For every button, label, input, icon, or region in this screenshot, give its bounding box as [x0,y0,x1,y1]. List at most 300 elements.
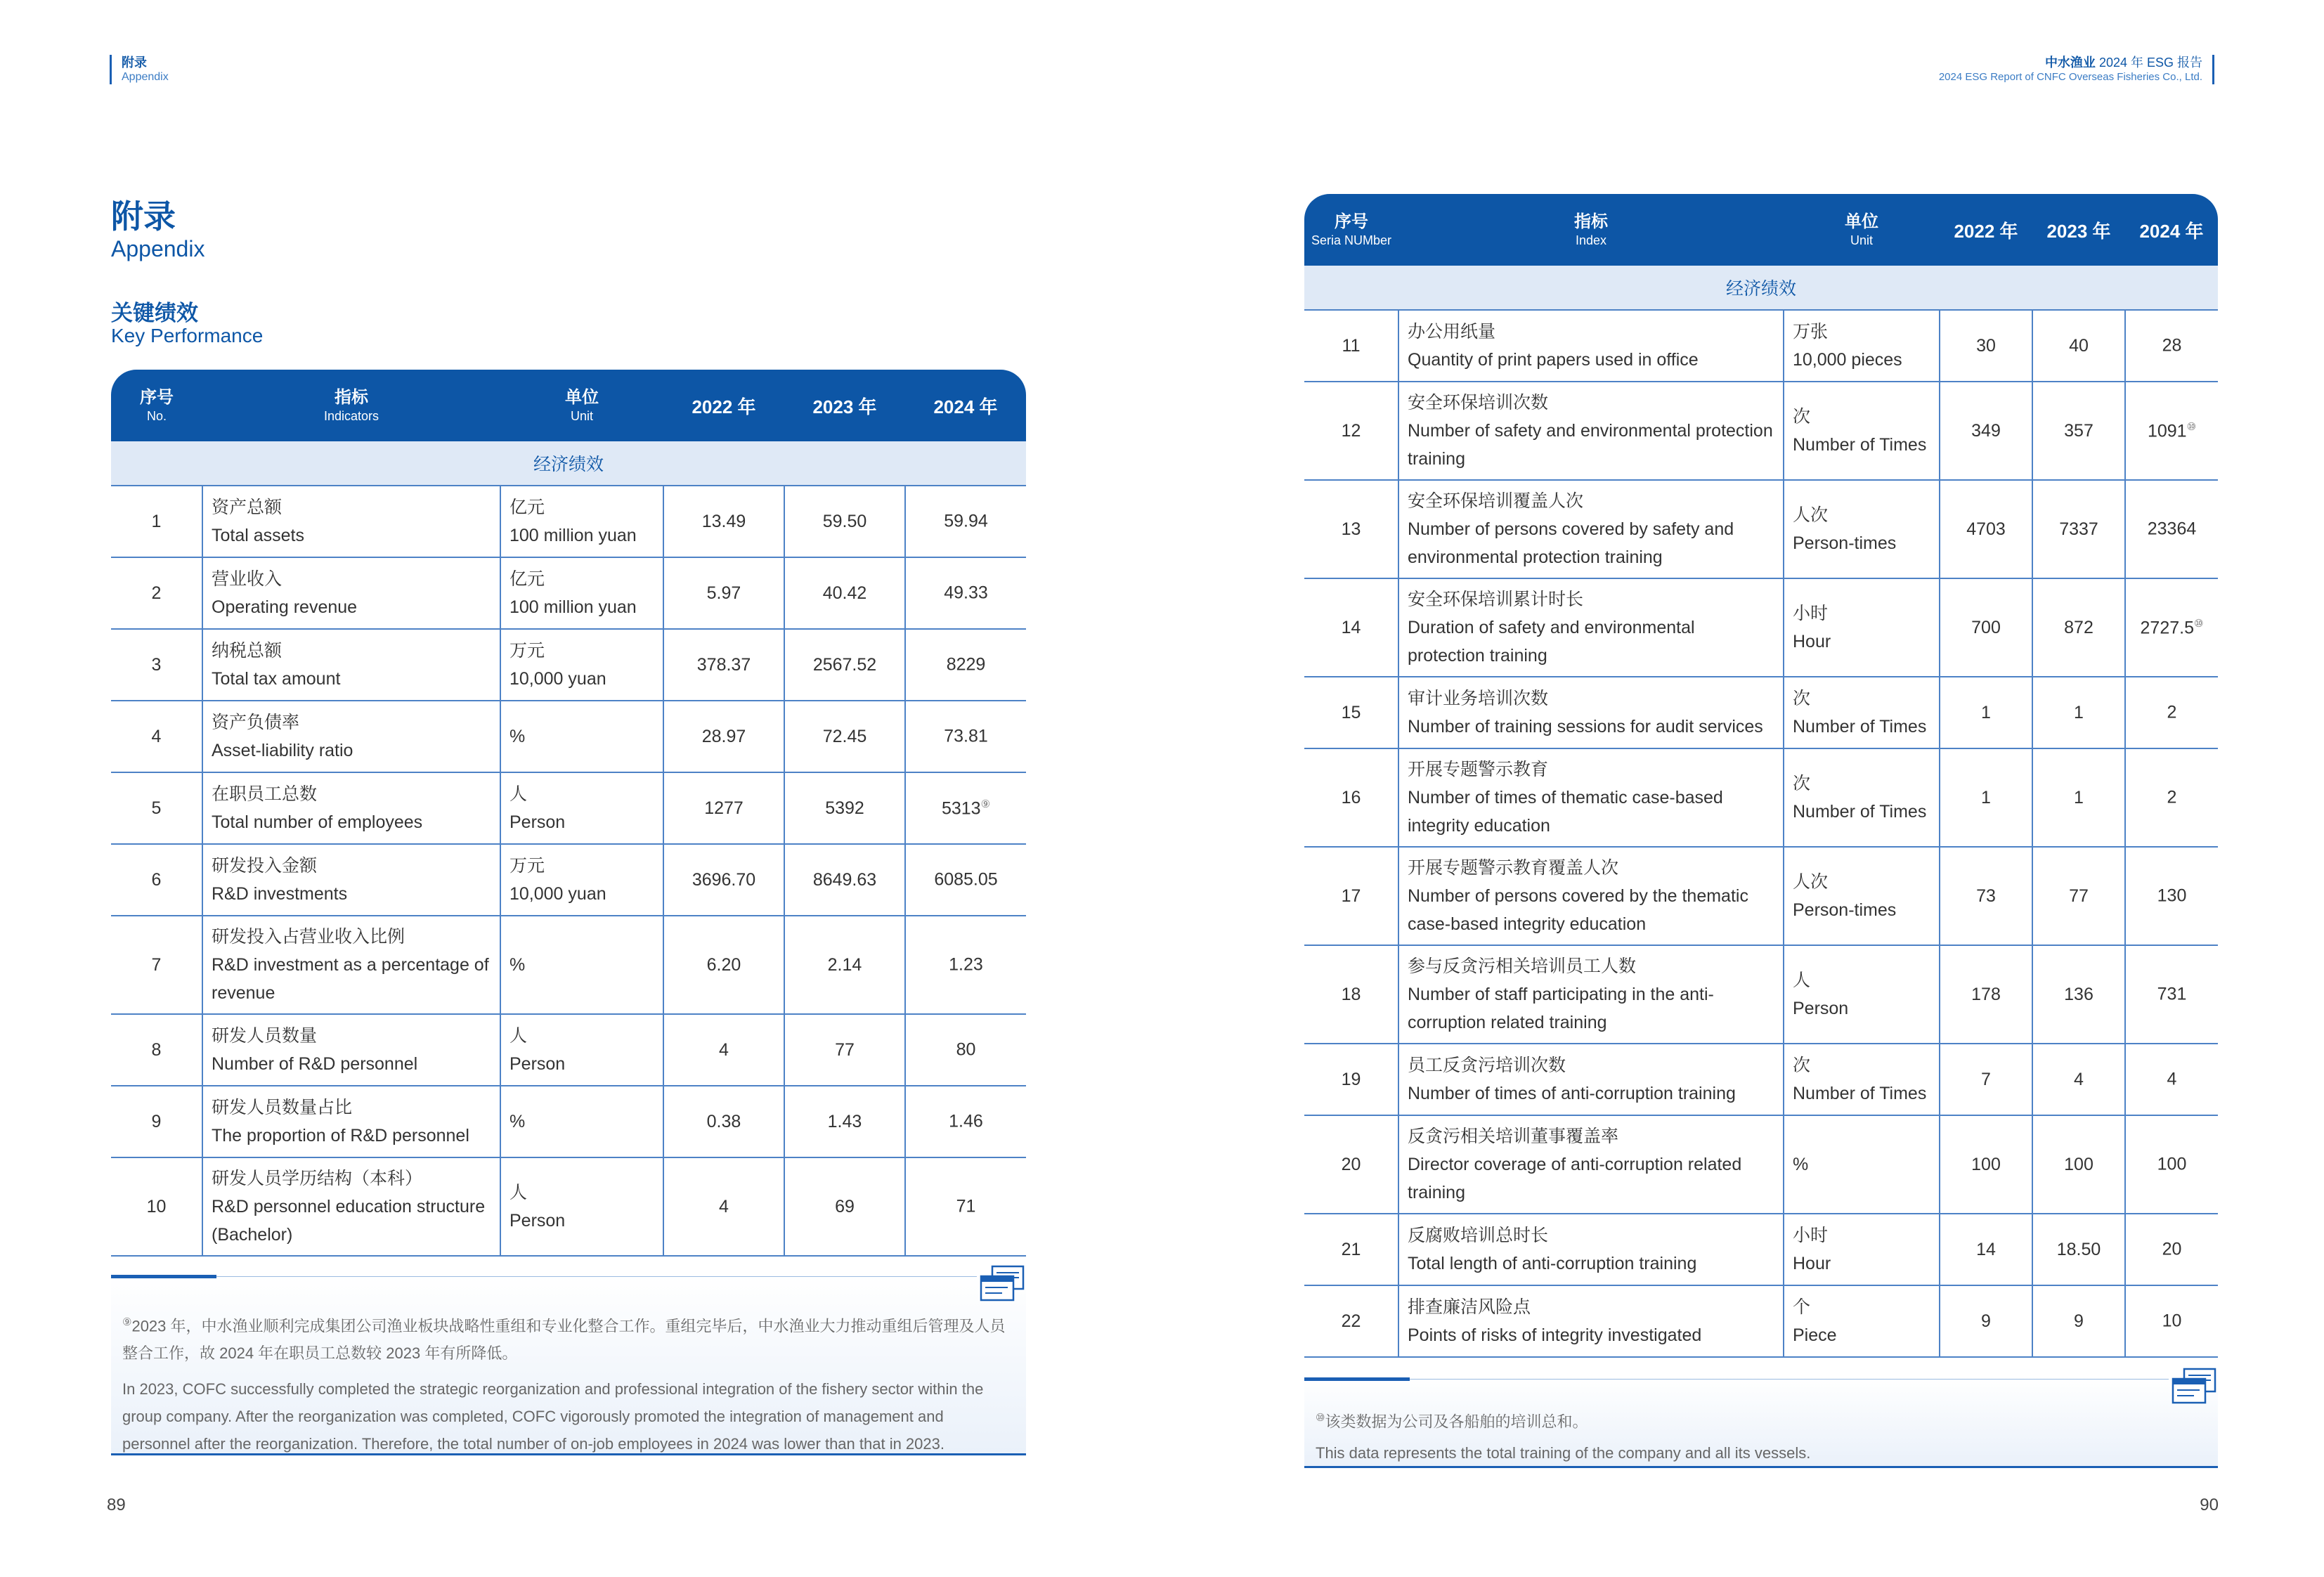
value-2023: 40.42 [784,557,905,629]
row-number: 9 [111,1086,202,1157]
indicator-cn: 反腐败培训总时长 [1408,1226,1549,1245]
indicator-cell [1398,1214,1784,1285]
unit-en: Person [509,1211,566,1231]
col-indicator-header: 指标 Indicators [202,370,500,441]
value-2024 [905,1157,1026,1256]
value-2022: 4 [663,1014,784,1086]
value-2024-text: 2 [2167,702,2177,722]
indicator-cn: 在职员工总数 [212,784,318,804]
indicator-cell [1398,382,1784,480]
unit-cell [1784,748,1940,847]
value-2024 [2125,578,2218,677]
indicator-cell [202,1014,500,1086]
unit-cn: 次 [1793,407,1811,427]
indicator-cell [1398,578,1784,677]
indicator-en: R&D investment as a percentage of revenue [212,955,489,1003]
value-2022: 349 [1940,382,2032,480]
unit-cell [500,701,663,772]
indicator-en: Total number of employees [212,812,423,832]
value-2022: 4703 [1940,480,2032,578]
header-right-company: 中水渔业 [2044,56,2096,70]
value-2024 [2125,1044,2218,1115]
value-2024-text: 20 [2162,1239,2182,1259]
value-2024-text: 10 [2162,1311,2182,1331]
indicator-en: Total length of anti-corruption training [1408,1254,1697,1273]
unit-en: 100 million yuan [509,597,637,617]
row-number: 21 [1304,1214,1398,1285]
value-2022: 30 [1940,310,2032,382]
unit-cell [500,557,663,629]
unit-cn: 人 [1793,971,1811,990]
table-row [111,486,1026,557]
unit-cell [500,844,663,916]
value-2024-text: 6085.05 [934,869,998,890]
indicator-cell [202,844,500,916]
value-2023: 1.43 [784,1086,905,1157]
unit-en: 100 million yuan [509,526,637,545]
unit-cell [1784,677,1940,748]
indicator-cell [202,701,500,772]
col-no-header: 序号 No. [111,370,202,441]
note-accent-bar [111,1275,216,1278]
indicator-en: Duration of safety and environmental protection training [1408,618,1695,666]
table-row [1304,310,2218,382]
indicator-en: Points of risks of integrity investigated [1408,1325,1702,1345]
indicator-cn: 研发投入占营业收入比例 [212,927,405,947]
indicator-cn: 安全环保培训累计时长 [1408,590,1584,609]
col-unit-header: 单位 Unit [500,370,663,441]
row-number: 12 [1304,382,1398,480]
indicator-cell [1398,310,1784,382]
indicator-en: R&D investments [212,884,348,904]
table-row [111,1157,1026,1256]
unit-cn: % [509,955,526,975]
unit-cell [500,1157,663,1256]
table-row [111,916,1026,1014]
value-2023: 136 [2032,945,2125,1044]
value-2024 [2125,310,2218,382]
value-2022: 1 [1940,748,2032,847]
value-2023: 2567.52 [784,629,905,701]
indicator-cn: 员工反贪污培训次数 [1408,1056,1566,1075]
value-2024 [2125,677,2218,748]
document-icon [2172,1368,2218,1404]
row-number: 7 [111,916,202,1014]
indicator-cell [1398,1285,1784,1357]
unit-en: Person [1793,999,1849,1018]
col-indicator-header: 指标 Index [1398,194,1784,266]
indicator-en: Number of times of thematic case-based integrity education [1408,788,1723,836]
indicator-cell [1398,480,1784,578]
unit-en: Number of Times [1793,435,1927,455]
unit-cell [500,1014,663,1086]
table-row [1304,1214,2218,1285]
footnote-box-left [111,1275,1026,1455]
unit-cell [1784,578,1940,677]
value-2022: 73 [1940,847,2032,945]
value-2024 [2125,382,2218,480]
section-row [111,441,1026,486]
table-row [1304,1044,2218,1115]
value-2023: 872 [2032,578,2125,677]
value-2022: 0.38 [663,1086,784,1157]
value-2022: 378.37 [663,629,784,701]
col-2024-header: 2024 年 [905,370,1026,441]
table-row [111,629,1026,701]
key-performance-table-right [1304,194,2218,1358]
indicator-en: Operating revenue [212,597,358,617]
section-label: 经济绩效 [111,441,1026,486]
value-2024-text: 73.81 [944,726,988,746]
table-row [1304,480,2218,578]
row-number: 4 [111,701,202,772]
indicator-cn: 安全环保培训覆盖人次 [1408,491,1584,511]
unit-en: Person-times [1793,533,1897,553]
value-2022: 14 [1940,1214,2032,1285]
value-2024-text: 2 [2167,787,2177,807]
row-number: 16 [1304,748,1398,847]
indicator-en: Quantity of print papers used in office [1408,350,1699,370]
indicator-en: Number of safety and environmental protection training [1408,421,1773,469]
row-number: 2 [111,557,202,629]
value-2024-text: 100 [2157,1154,2187,1174]
indicator-en: R&D personnel education structure (Bachelor) [212,1197,486,1245]
indicator-cell [202,1086,500,1157]
value-2023: 7337 [2032,480,2125,578]
value-2024 [905,1014,1026,1086]
value-2024 [905,629,1026,701]
unit-cn: % [1793,1155,1809,1174]
value-2022: 700 [1940,578,2032,677]
indicator-cell [1398,1044,1784,1115]
value-2024 [2125,480,2218,578]
note-text-cn: ⑩该类数据为公司及各船舶的培训总和。 [1316,1412,1588,1431]
value-2024-text: 1091 [2147,421,2187,441]
row-number: 14 [1304,578,1398,677]
indicator-cell [1398,677,1784,748]
note-divider [1304,1379,2169,1380]
section-title-en: Key Performance [111,325,264,346]
unit-en: Person [509,1054,566,1074]
header-left-en: Appendix [122,71,169,83]
value-2024 [905,844,1026,916]
table-row [111,844,1026,916]
unit-cn: % [509,727,526,746]
value-2023: 40 [2032,310,2125,382]
indicator-cn: 研发人员学历结构（本科） [212,1169,423,1188]
header-left-cn: 附录 [122,56,147,70]
indicator-cell [202,629,500,701]
unit-en: Hour [1793,632,1831,651]
value-2024 [905,486,1026,557]
unit-cell [1784,1285,1940,1357]
unit-en: Person-times [1793,900,1897,920]
indicator-cn: 研发人员数量占比 [212,1098,353,1117]
indicator-cell [1398,945,1784,1044]
unit-cell [1784,1115,1940,1214]
unit-cn: 亿元 [509,569,545,589]
table-row [1304,847,2218,945]
value-2024 [2125,748,2218,847]
row-number: 15 [1304,677,1398,748]
value-2024-text: 130 [2157,885,2187,906]
row-number: 22 [1304,1285,1398,1357]
unit-en: 10,000 pieces [1793,350,1902,370]
table-row [1304,1285,2218,1357]
page-number-left: 89 [107,1495,126,1514]
indicator-en: Director coverage of anti-corruption related training [1408,1155,1742,1202]
unit-cn: 小时 [1793,1226,1829,1245]
note-text-en: This data represents the total training of the company and all its vessels. [1316,1444,1811,1462]
unit-cn: 小时 [1793,604,1829,623]
document-icon [980,1265,1026,1302]
value-2024-text: 8229 [946,654,986,675]
value-2023: 77 [2032,847,2125,945]
unit-cell [500,486,663,557]
indicator-cell [202,1157,500,1256]
unit-en: 10,000 yuan [509,884,606,904]
value-2024-text: 23364 [2147,519,2197,539]
value-2023: 9 [2032,1285,2125,1357]
unit-cn: 人 [509,784,528,804]
value-2024 [905,916,1026,1014]
row-number: 10 [111,1157,202,1256]
value-2023: 5392 [784,772,905,844]
unit-cn: 人次 [1793,872,1829,892]
unit-cell [1784,310,1940,382]
value-2022: 178 [1940,945,2032,1044]
indicator-cn: 开展专题警示教育覆盖人次 [1408,858,1619,878]
value-2024 [2125,945,2218,1044]
note-divider [111,1276,977,1277]
row-number: 17 [1304,847,1398,945]
value-2023: 72.45 [784,701,905,772]
value-2022: 6.20 [663,916,784,1014]
running-header-right [1939,55,2214,84]
unit-cell [1784,1214,1940,1285]
col-no-header: 序号 Seria NUMber [1304,194,1398,266]
table-row [111,1014,1026,1086]
col-2022-header: 2022 年 [1940,194,2032,266]
row-number: 5 [111,772,202,844]
value-2023: 1 [2032,748,2125,847]
unit-cn: 次 [1793,774,1811,793]
unit-en: 10,000 yuan [509,669,606,689]
row-number: 6 [111,844,202,916]
unit-cell [1784,945,1940,1044]
value-2023: 77 [784,1014,905,1086]
unit-cn: 亿元 [509,498,545,517]
value-2022: 100 [1940,1115,2032,1214]
indicator-cn: 审计业务培训次数 [1408,689,1549,708]
row-number: 18 [1304,945,1398,1044]
header-right-en: 2024 ESG Report of CNFC Overseas Fisheries Co., Ltd. [1938,71,2202,83]
section-row [1304,266,2218,310]
table-header-row [111,370,1026,441]
unit-cn: 人 [509,1026,528,1046]
value-2024-text: 1.46 [949,1111,983,1131]
unit-cell [500,1086,663,1157]
footnote-marker: ⑨ [980,798,991,810]
footnote-marker: ⑩ [2186,420,2197,433]
indicator-cell [202,916,500,1014]
value-2024-text: 731 [2157,984,2187,1004]
page-number-right: 90 [2200,1495,2219,1514]
indicator-cn: 研发投入金额 [212,856,318,876]
unit-cn: 人 [509,1183,528,1202]
value-2023: 18.50 [2032,1214,2125,1285]
value-2024-text: 2727.5 [2140,618,2194,638]
unit-cn: % [509,1112,526,1131]
value-2022: 13.49 [663,486,784,557]
value-2024 [2125,1115,2218,1214]
unit-en: Person [509,812,566,832]
value-2024 [905,1086,1026,1157]
value-2024 [2125,847,2218,945]
col-2023-header: 2023 年 [2032,194,2125,266]
footnote-marker: ⑩ [2194,617,2204,630]
col-unit-header: 单位 Unit [1784,194,1940,266]
value-2024-text: 5313 [941,798,981,819]
unit-en: Hour [1793,1254,1831,1273]
value-2022: 28.97 [663,701,784,772]
value-2023: 357 [2032,382,2125,480]
note-accent-bar [1304,1377,1410,1381]
indicator-cn: 排查廉洁风险点 [1408,1297,1531,1317]
value-2024-text: 1.23 [949,954,983,975]
unit-cell [1784,1044,1940,1115]
table-row [111,1086,1026,1157]
page-title-cn: 附录 [111,198,176,235]
indicator-en: Number of R&D personnel [212,1054,418,1074]
col-2023-header: 2023 年 [784,370,905,441]
value-2022: 7 [1940,1044,2032,1115]
indicator-en: Total assets [212,526,305,545]
value-2023: 8649.63 [784,844,905,916]
row-number: 8 [111,1014,202,1086]
indicator-cell [202,486,500,557]
value-2022: 3696.70 [663,844,784,916]
indicator-cn: 开展专题警示教育 [1408,760,1549,779]
table-row [111,701,1026,772]
table-row [1304,578,2218,677]
unit-cell [1784,847,1940,945]
indicator-en: Number of persons covered by the thematic case-based integrity education [1408,886,1748,934]
unit-cn: 人次 [1793,505,1829,525]
table-row [111,557,1026,629]
note-text-en: In 2023, COFC successfully completed the strategic reorganization and professional integration of the fishery sector within the group company. After the reorganization was completed, COFC vigorously promoted the integration of management and personnel after the reorganization. Therefore, the total number of on-job employees in 2024 was lower than that in 2023. [122,1380,984,1453]
unit-cn: 万元 [509,641,545,661]
value-2024 [905,557,1026,629]
indicator-cell [1398,847,1784,945]
unit-en: Number of Times [1793,717,1927,736]
indicator-en: Number of persons covered by safety and environmental protection training [1408,519,1734,567]
value-2022: 5.97 [663,557,784,629]
table-header-row [1304,194,2218,266]
value-2024 [2125,1285,2218,1357]
indicator-cn: 办公用纸量 [1408,322,1496,342]
value-2024-text: 59.94 [944,511,988,531]
col-2024-header: 2024 年 [2125,194,2218,266]
header-right-cn [1939,55,2202,70]
value-2024 [905,701,1026,772]
value-2024 [2125,1214,2218,1285]
unit-cn: 次 [1793,689,1811,708]
unit-cell [500,916,663,1014]
unit-cn: 万元 [509,856,545,876]
row-number: 20 [1304,1115,1398,1214]
indicator-cell [1398,1115,1784,1214]
indicator-cn: 资产总额 [212,498,283,517]
indicator-en: Number of training sessions for audit services [1408,717,1763,736]
value-2022: 1277 [663,772,784,844]
header-right-report: 2024 年 ESG 报告 [2095,56,2202,70]
indicator-cell [1398,748,1784,847]
indicator-cn: 资产负债率 [212,713,300,732]
indicator-en: Total tax amount [212,669,341,689]
table-row [1304,677,2218,748]
section-label: 经济绩效 [1304,266,2218,310]
indicator-cn: 参与反贪污相关培训员工人数 [1408,956,1637,976]
col-2022-header: 2022 年 [663,370,784,441]
value-2023: 69 [784,1157,905,1256]
unit-cn: 万张 [1793,322,1829,342]
unit-en: Piece [1793,1325,1837,1345]
unit-en: Number of Times [1793,1084,1927,1103]
value-2023: 59.50 [784,486,905,557]
running-header-left [110,55,169,84]
row-number: 3 [111,629,202,701]
table-row [1304,945,2218,1044]
unit-cell [500,629,663,701]
row-number: 1 [111,486,202,557]
value-2022: 4 [663,1157,784,1256]
table-row [1304,382,2218,480]
table-row [1304,1115,2218,1214]
unit-cn: 次 [1793,1056,1811,1075]
unit-cell [1784,382,1940,480]
indicator-cn: 纳税总额 [212,641,283,661]
value-2023: 1 [2032,677,2125,748]
page-title-en: Appendix [111,236,205,261]
section-title-cn: 关键绩效 [111,301,198,325]
indicator-cell [202,557,500,629]
table-row [111,772,1026,844]
indicator-cn: 营业收入 [212,569,283,589]
value-2024-text: 28 [2162,335,2182,356]
value-2024-text: 80 [956,1039,976,1060]
value-2023: 100 [2032,1115,2125,1214]
row-number: 19 [1304,1044,1398,1115]
indicator-en: The proportion of R&D personnel [212,1126,469,1146]
key-performance-table-left [111,370,1026,1257]
value-2023: 2.14 [784,916,905,1014]
value-2024-text: 49.33 [944,583,988,603]
value-2022: 9 [1940,1285,2032,1357]
indicator-en: Asset-liability ratio [212,741,353,760]
unit-cell [500,772,663,844]
value-2023: 4 [2032,1044,2125,1115]
value-2024-text: 71 [956,1196,976,1216]
unit-en: Number of Times [1793,802,1927,822]
row-number: 13 [1304,480,1398,578]
indicator-en: Number of staff participating in the anti-corruption related training [1408,985,1714,1032]
table-row [1304,748,2218,847]
indicator-cn: 研发人员数量 [212,1026,318,1046]
indicator-en: Number of times of anti-corruption training [1408,1084,1736,1103]
indicator-cn: 安全环保培训次数 [1408,393,1549,413]
unit-cn: 个 [1793,1297,1811,1317]
